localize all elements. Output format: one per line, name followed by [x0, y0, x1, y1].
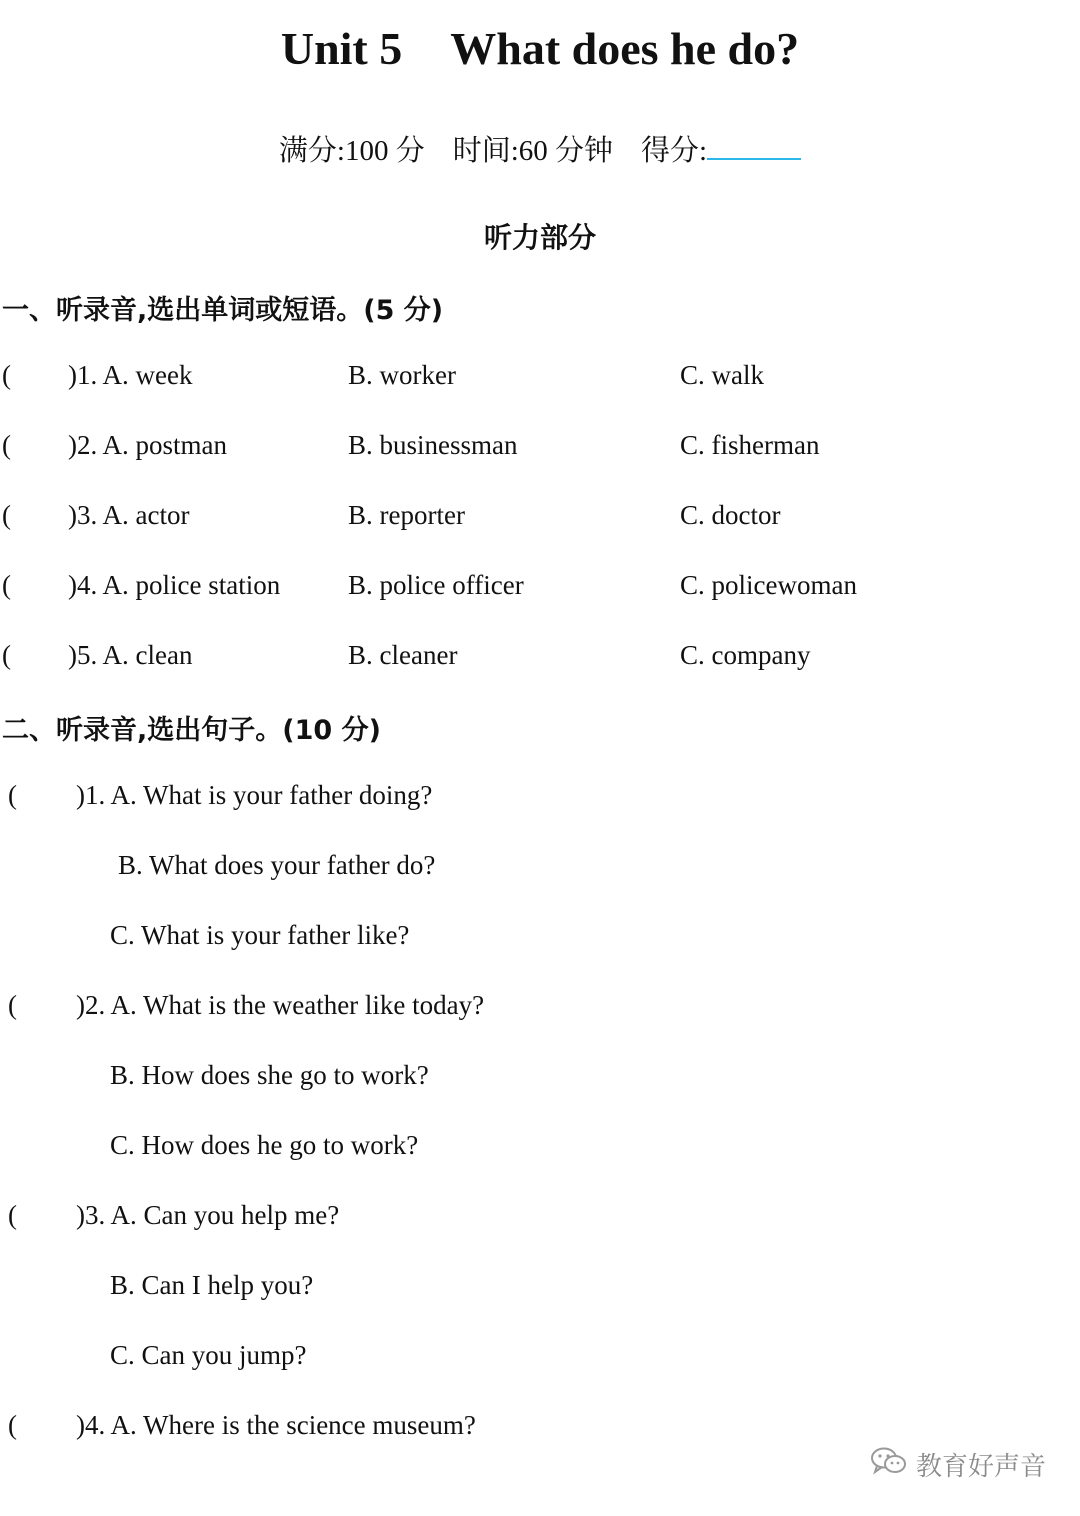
- option-c: C. fisherman: [680, 430, 820, 460]
- score-info: [0, 128, 1080, 169]
- watermark: [870, 1446, 1046, 1483]
- part-title: 听力部分: [483, 221, 596, 254]
- score-blank[interactable]: [707, 128, 801, 160]
- answer-paren[interactable]: (: [2, 430, 11, 460]
- time-limit: 时间:60 分钟: [452, 135, 614, 167]
- full-score: 满分:100 分: [278, 135, 425, 167]
- answer-paren[interactable]: (: [8, 1410, 17, 1440]
- unit-label: Unit 5: [280, 23, 403, 74]
- answer-paren[interactable]: (: [8, 990, 17, 1020]
- answer-paren[interactable]: (: [8, 780, 17, 810]
- option-c: C. company: [680, 640, 811, 670]
- option-b: B. How does she go to work?: [110, 1060, 429, 1090]
- unit-question: What does he do?: [450, 23, 800, 74]
- option-a: )4. A. police station: [68, 570, 281, 600]
- option-a: )3. A. Can you help me?: [76, 1200, 340, 1230]
- option-c: C. What is your father like?: [110, 920, 410, 950]
- option-c: C. doctor: [680, 500, 781, 530]
- option-a: )4. A. Where is the science museum?: [76, 1410, 476, 1440]
- option-c: C. How does he go to work?: [110, 1130, 419, 1160]
- option-b: B. police officer: [348, 570, 524, 600]
- answer-paren[interactable]: (: [2, 570, 11, 600]
- answer-paren[interactable]: (: [2, 500, 11, 530]
- watermark-text: 教育好声音: [915, 1452, 1046, 1482]
- score-label: 得分:: [641, 135, 708, 167]
- option-b: B. worker: [348, 360, 456, 390]
- page-title: [0, 22, 1080, 75]
- option-a: )2. A. postman: [68, 430, 227, 460]
- option-b: B. businessman: [348, 430, 518, 460]
- option-c: C. policewoman: [680, 570, 857, 600]
- option-b: B. cleaner: [348, 640, 458, 670]
- answer-paren[interactable]: (: [2, 360, 11, 390]
- answer-paren[interactable]: (: [8, 1200, 17, 1230]
- option-b: B. reporter: [348, 500, 465, 530]
- option-a: )5. A. clean: [68, 640, 193, 670]
- option-a: )3. A. actor: [68, 500, 190, 530]
- section-1-heading: 一、听录音,选出单词或短语。(5 分): [2, 295, 444, 326]
- option-a: )1. A. What is your father doing?: [76, 780, 433, 810]
- option-c: C. Can you jump?: [110, 1340, 307, 1370]
- answer-paren[interactable]: (: [2, 640, 11, 670]
- option-c: C. walk: [680, 360, 764, 390]
- wechat-icon: [870, 1446, 916, 1483]
- option-a: )1. A. week: [68, 360, 193, 390]
- option-b: B. Can I help you?: [110, 1270, 314, 1300]
- option-a: )2. A. What is the weather like today?: [76, 990, 485, 1020]
- section-2-heading: 二、听录音,选出句子。(10 分): [2, 715, 381, 746]
- option-b: B. What does your father do?: [118, 850, 436, 880]
